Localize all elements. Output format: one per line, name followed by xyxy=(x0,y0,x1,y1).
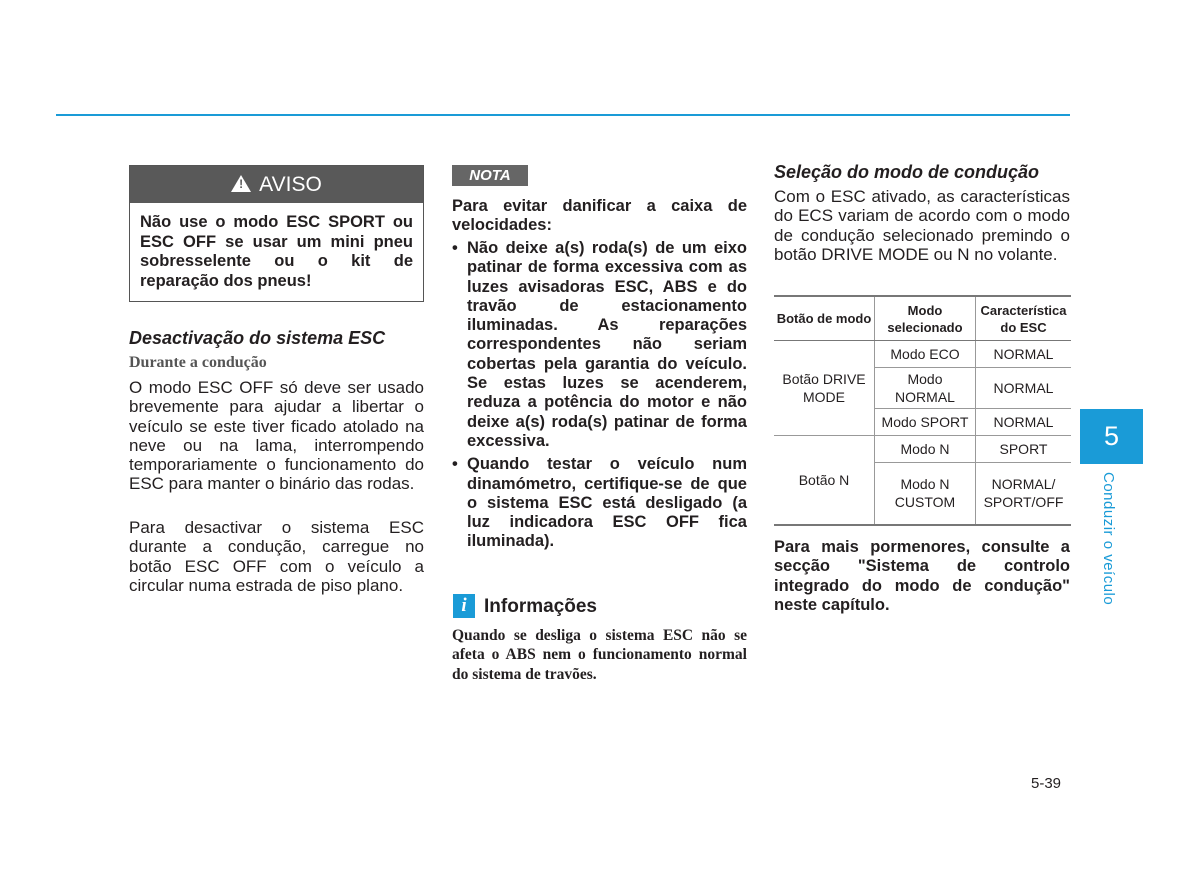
page-number: 5-39 xyxy=(1031,775,1062,792)
col-header-characteristic: Característica do ESC xyxy=(976,296,1072,341)
cell-mode: Modo N CUSTOM xyxy=(875,463,976,525)
cell-mode: Modo N xyxy=(875,436,976,463)
bullet-icon: • xyxy=(452,239,458,257)
bullet-text: Não deixe a(s) roda(s) de um eixo patinar de forma excessiva com as luzes avisadoras ESC, ABS e do travão de estacionamento iluminadas. As reparações correspondentes não seriam cobertas pela garantia do veículo. Se estas luzes se acenderem, reduza a potência do motor e não deixe a(s) roda(s) patinar de forma excessiva. xyxy=(467,239,747,450)
cell-characteristic: SPORT xyxy=(976,436,1072,463)
cell-button: Botão DRIVE MODE xyxy=(774,341,875,436)
table-row xyxy=(774,436,1071,463)
header-rule xyxy=(56,114,1070,116)
cell-mode: Modo NORMAL xyxy=(875,368,976,409)
table-header-row xyxy=(774,296,1071,341)
esc-deactivation-heading: Desactivação do sistema ESC xyxy=(129,328,386,348)
cell-characteristic: NORMAL/ SPORT/OFF xyxy=(976,463,1072,525)
info-title: Informações xyxy=(484,596,597,617)
driving-subheading: Durante a condução xyxy=(129,354,267,371)
cell-characteristic: NORMAL xyxy=(976,368,1072,409)
drive-mode-paragraph: Com o ESC ativado, as características do ECS variam de acordo com o modo de condução selecionado premindo o botão DRIVE MODE ou N no volante. xyxy=(774,187,1070,264)
nota-tag: NOTA xyxy=(452,165,528,186)
bullet-icon: • xyxy=(452,455,458,474)
cell-mode: Modo SPORT xyxy=(875,409,976,436)
chapter-tab: 5 xyxy=(1080,409,1143,464)
cell-characteristic: NORMAL xyxy=(976,409,1072,436)
info-icon: i xyxy=(453,594,475,618)
list-item xyxy=(452,455,747,551)
warning-header xyxy=(130,166,423,203)
drive-mode-footer: Para mais pormenores, consulte a secção "Sistema de controlo integrado do modo de condução" neste capítulo. xyxy=(774,538,1070,614)
warning-title: AVISO xyxy=(259,172,322,196)
col-header-mode: Modo selecionado xyxy=(875,296,976,341)
esc-deactivate-paragraph: Para desactivar o sistema ESC durante a condução, carregue no botão ESC OFF com o veículo a circular numa estrada de piso plano. xyxy=(129,518,424,595)
drive-mode-heading: Seleção do modo de condução xyxy=(774,162,1040,182)
nota-bullet-list xyxy=(452,239,747,556)
cell-button: Botão N xyxy=(774,436,875,525)
warning-body: Não use o modo ESC SPORT ou ESC OFF se usar um mini pneu sobresselente ou o kit de reparação dos pneus! xyxy=(140,213,413,290)
esc-off-paragraph: O modo ESC OFF só deve ser usado brevemente para ajudar a libertar o veículo se este tiver ficado atolado na neve ou na lama, interrompendo temporariamente o funcionamento do ESC para manter o binário das rodas. xyxy=(129,378,424,494)
col-header-button: Botão de modo xyxy=(774,296,875,341)
nota-intro: Para evitar danificar a caixa de velocidades: xyxy=(452,197,747,235)
drive-mode-table xyxy=(774,295,1071,526)
chapter-label: Conduzir o veículo xyxy=(1100,472,1117,606)
cell-mode: Modo ECO xyxy=(875,341,976,368)
table-row xyxy=(774,341,1071,368)
warning-box xyxy=(129,165,424,302)
cell-characteristic: NORMAL xyxy=(976,341,1072,368)
info-body: Quando se desliga o sistema ESC não se afeta o ABS nem o funcionamento normal do sistema de travões. xyxy=(452,627,747,683)
warning-triangle-icon: ! xyxy=(231,175,251,192)
list-item xyxy=(452,239,747,451)
bullet-text: Quando testar o veículo num dinamómetro, certifique-se de que o sistema ESC está desligado (a luz indicadora ESC OFF fica iluminada). xyxy=(467,455,747,551)
